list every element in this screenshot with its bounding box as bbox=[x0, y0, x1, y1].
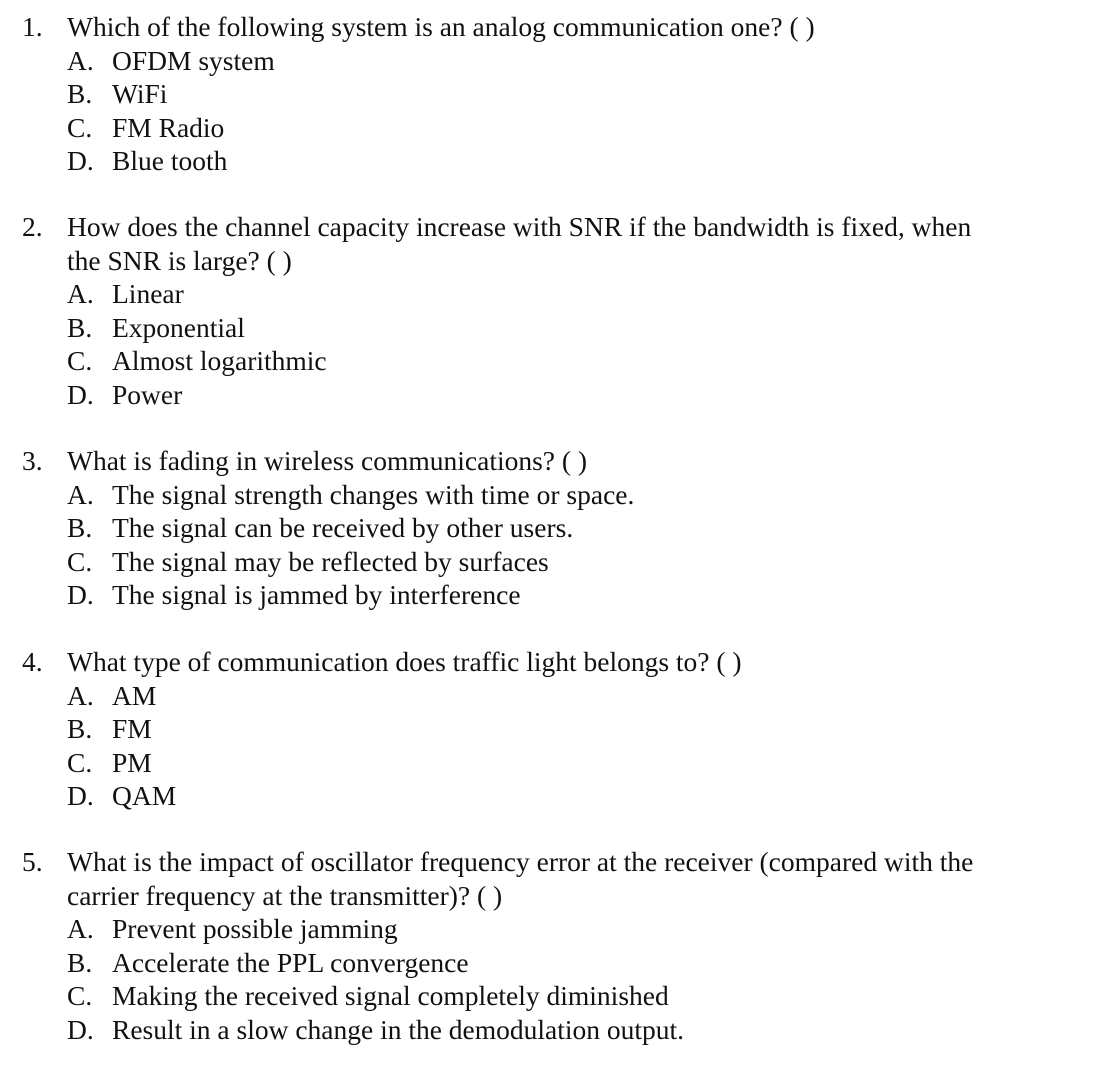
option-text: The signal strength changes with time or space. bbox=[112, 478, 635, 510]
question-text: How does the channel capacity increase with SNR if the bandwidth is fixed, when bbox=[67, 211, 972, 242]
option-text: WiFi bbox=[112, 78, 168, 109]
option-text: The signal can be received by other users. bbox=[112, 512, 574, 543]
question-text: What is fading in wireless communications? ( ) bbox=[67, 445, 588, 476]
question-line bbox=[0, 444, 1097, 478]
option-b bbox=[0, 511, 1097, 545]
question-text: the SNR is large? ( ) bbox=[67, 244, 292, 276]
option-text: Making the received signal completely diminished bbox=[112, 980, 669, 1011]
option-letter: C. bbox=[67, 345, 93, 376]
option-a bbox=[0, 478, 1097, 512]
option-letter: D. bbox=[67, 780, 94, 811]
question-number: 3. bbox=[22, 445, 43, 476]
question-line bbox=[0, 645, 1097, 679]
option-b bbox=[0, 712, 1097, 746]
option-letter: C. bbox=[67, 111, 93, 143]
question-4 bbox=[0, 645, 1097, 813]
option-text: Accelerate the PPL convergence bbox=[112, 946, 469, 978]
option-letter: D. bbox=[67, 1013, 94, 1045]
option-text: Almost logarithmic bbox=[112, 345, 327, 376]
question-text: carrier frequency at the transmitter)? ( ) bbox=[67, 879, 503, 911]
option-text: The signal is jammed by interference bbox=[112, 579, 521, 610]
option-letter: C. bbox=[67, 980, 93, 1011]
option-letter: D. bbox=[67, 145, 94, 176]
option-letter: A. bbox=[67, 278, 94, 309]
option-letter: B. bbox=[67, 311, 93, 343]
option-text: OFDM system bbox=[112, 44, 275, 76]
option-c bbox=[0, 746, 1097, 780]
option-letter: B. bbox=[67, 78, 93, 109]
option-text: FM Radio bbox=[112, 111, 225, 143]
option-text: Blue tooth bbox=[112, 145, 228, 176]
option-text: PM bbox=[112, 746, 152, 778]
option-a bbox=[0, 277, 1097, 311]
option-a bbox=[0, 44, 1097, 78]
question-number: 5. bbox=[22, 846, 43, 877]
question-3 bbox=[0, 444, 1097, 612]
option-c bbox=[0, 545, 1097, 579]
option-letter: A. bbox=[67, 478, 94, 510]
option-text: QAM bbox=[112, 780, 177, 811]
option-letter: C. bbox=[67, 545, 93, 577]
option-text: Power bbox=[112, 378, 183, 410]
option-text: Linear bbox=[112, 278, 184, 309]
question-1 bbox=[0, 10, 1097, 178]
option-letter: A. bbox=[67, 679, 94, 711]
option-b bbox=[0, 946, 1097, 980]
question-text: What type of communication does traffic light belongs to? ( ) bbox=[67, 646, 742, 677]
option-letter: A. bbox=[67, 913, 94, 944]
question-text: What is the impact of oscillator frequency error at the receiver (compared with the bbox=[67, 846, 974, 877]
option-a bbox=[0, 912, 1097, 946]
question-text: Which of the following system is an analog communication one? ( ) bbox=[67, 11, 815, 42]
option-d bbox=[0, 378, 1097, 412]
question-line bbox=[0, 10, 1097, 44]
option-d bbox=[0, 779, 1097, 813]
question-number: 4. bbox=[22, 646, 43, 677]
question-number: 1. bbox=[22, 11, 43, 42]
option-letter: B. bbox=[67, 946, 93, 978]
option-c bbox=[0, 979, 1097, 1013]
option-text: FM bbox=[112, 713, 152, 744]
option-b bbox=[0, 311, 1097, 345]
question-2 bbox=[0, 210, 1097, 411]
option-letter: D. bbox=[67, 579, 94, 610]
option-c bbox=[0, 344, 1097, 378]
option-letter: C. bbox=[67, 746, 93, 778]
option-d bbox=[0, 578, 1097, 612]
question-line bbox=[0, 879, 1097, 913]
option-text: Result in a slow change in the demodulation output. bbox=[112, 1013, 685, 1045]
question-line bbox=[0, 845, 1097, 879]
option-letter: B. bbox=[67, 512, 93, 543]
question-number: 2. bbox=[22, 211, 43, 242]
option-c bbox=[0, 111, 1097, 145]
option-letter: D. bbox=[67, 378, 94, 410]
question-line bbox=[0, 244, 1097, 278]
option-text: AM bbox=[112, 679, 157, 711]
option-a bbox=[0, 679, 1097, 713]
option-text: The signal may be reflected by surfaces bbox=[112, 545, 549, 577]
option-letter: B. bbox=[67, 713, 93, 744]
option-b bbox=[0, 77, 1097, 111]
option-text: Prevent possible jamming bbox=[112, 913, 398, 944]
option-text: Exponential bbox=[112, 311, 245, 343]
question-line bbox=[0, 210, 1097, 244]
option-d bbox=[0, 1013, 1097, 1047]
question-5 bbox=[0, 845, 1097, 1046]
option-d bbox=[0, 144, 1097, 178]
option-letter: A. bbox=[67, 44, 94, 76]
